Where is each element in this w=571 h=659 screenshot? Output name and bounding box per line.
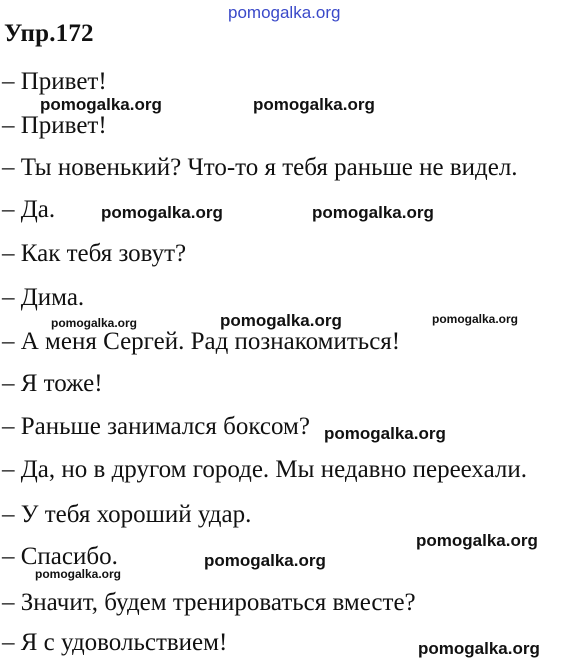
dialogue-line: – Я с удовольствием! [2, 629, 228, 656]
watermark: pomogalka.org [418, 639, 540, 658]
watermark: pomogalka.org [416, 531, 538, 550]
watermark-top: pomogalka.org [228, 3, 341, 22]
dialogue-line: – Значит, будем тренироваться вместе? [2, 589, 416, 616]
watermark: pomogalka.org [101, 203, 223, 222]
exercise-title: Упр.172 [4, 20, 94, 47]
dialogue-line: – Спасибо. [2, 543, 118, 570]
dialogue-line: – Я тоже! [2, 370, 103, 397]
dialogue-line: – Как тебя зовут? [2, 240, 187, 267]
dialogue-line: – Да, но в другом городе. Мы недавно переехали. [2, 456, 528, 483]
dialogue-line: – Дима. [2, 284, 85, 311]
watermark: pomogalka.org [253, 95, 375, 114]
watermark: pomogalka.org [220, 311, 342, 330]
dialogue-line: – Раньше занимался боксом? [2, 413, 310, 440]
watermark: pomogalka.org [51, 316, 138, 330]
watermark: pomogalka.org [35, 567, 122, 581]
watermark: pomogalka.org [40, 95, 162, 114]
watermark: pomogalka.org [324, 424, 446, 443]
dialogue-line: – Привет! [2, 112, 107, 139]
watermark: pomogalka.org [312, 203, 434, 222]
dialogue-line: – Привет! [2, 68, 107, 95]
watermark: pomogalka.org [204, 551, 326, 570]
dialogue-line: – Ты новенький? Что-то я тебя раньше не видел. [2, 154, 518, 181]
watermark: pomogalka.org [432, 312, 519, 326]
dialogue-line: – А меня Сергей. Рад познакомиться! [2, 328, 401, 355]
dialogue-line: – У тебя хороший удар. [2, 501, 252, 528]
dialogue-line: – Да. [2, 196, 56, 223]
